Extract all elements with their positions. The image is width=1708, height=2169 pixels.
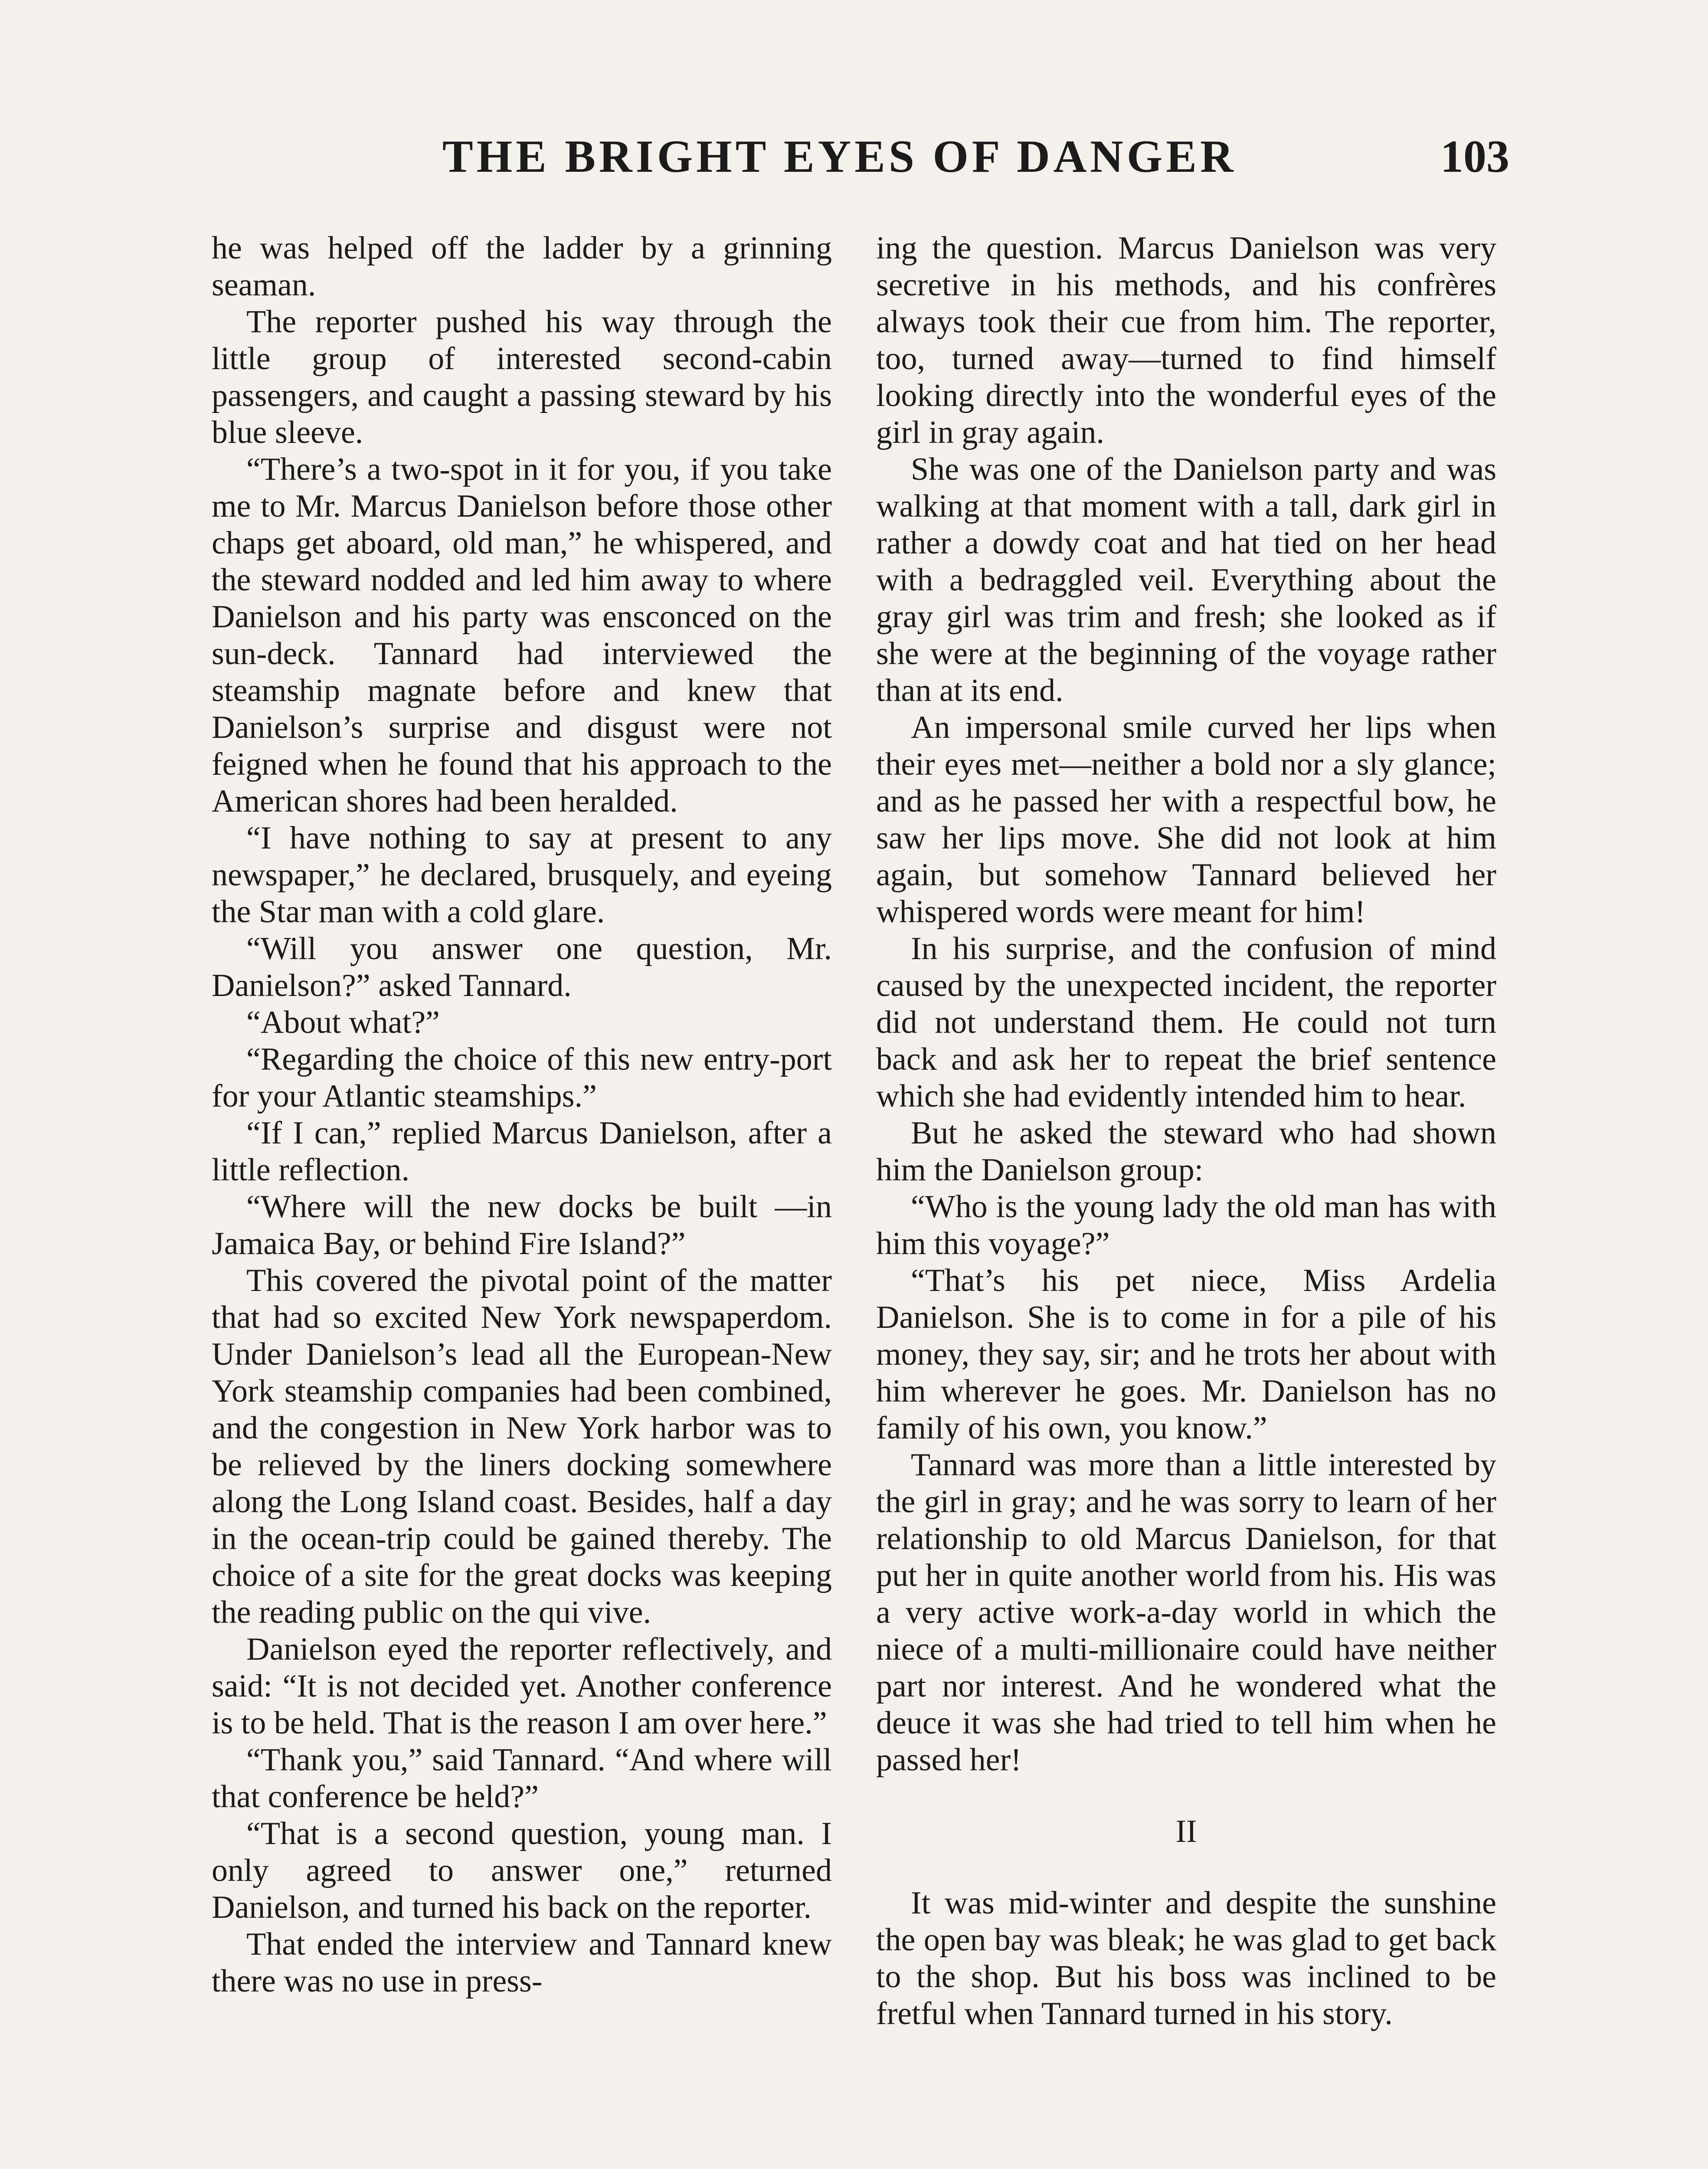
left-column [212,230,832,2000]
paragraph: ing the question. Marcus Danielson was very secretive in his methods, and his confrères always took their cue from him. The reporter, too, turned away—turned to find himself looking directly into the wonderful eyes of the girl in gray again. [876,230,1496,450]
paragraph: “There’s a two-spot in it for you, if you take me to Mr. Marcus Danielson before those other chaps get aboard, old man,” he whispered, and the steward nodded and led him away to where Danielson and his party was ensconced on the sun-deck. Tannard had interviewed the steamship magnate before and knew that Danielson’s surprise and disgust were not feigned when he found that his approach to the American shores had been heralded. [212,452,832,819]
paragraph: “About what?” [246,1005,440,1040]
paragraph: She was one of the Danielson party and was walking at that moment with a tall, dark girl in rather a dowdy coat and hat tied on her head with a bedraggled veil. Everything about the gray girl was trim and fresh; she looked as if she were at the beginning of the voyage rather than at its end. [876,452,1496,708]
right-column [876,230,1496,2032]
paragraph: An impersonal smile curved her lips when their eyes met—neither a bold nor a sly glance; and as he passed her with a respectful bow, he saw her lips move. She did not look at him again, but somehow Tannard believed her whispered words were meant for him! [876,710,1496,930]
paragraph: Danielson eyed the reporter reflectively, and said: “It is not decided yet. Another conference is to be held. That is the reason I am over here.” [212,1632,832,1741]
paragraph: But he asked the steward who had shown him the Danielson group: [876,1115,1496,1188]
running-head [208,130,1509,200]
paragraph: The reporter pushed his way through the little group of interested second-cabin passengers, and caught a passing steward by his blue sleeve. [212,304,832,450]
paragraph: That ended the interview and Tannard knew there was no use in press- [212,1927,832,1999]
paragraph: “Who is the young lady the old man has with him this voyage?” [876,1189,1496,1261]
paragraph: Tannard was more than a little interested by the girl in gray; and he was sorry to learn of her relationship to old Marcus Danielson, for that put her in quite another world from his. His was a very active work-a-day world in which the niece of a multi-millionaire could have neither part nor interest. And he wondered what the deuce it was she had tried to tell him when he passed her! [876,1447,1496,1778]
paragraph: “That’s his pet niece, Miss Ardelia Danielson. She is to come in for a pile of his money, they say, sir; and he trots her about with him wherever he goes. Mr. Danielson has no family of his own, you know.” [876,1263,1496,1446]
paragraph: “That is a second question, young man. I only agreed to answer one,” returned Danielson, and turned his back on the reporter. [212,1816,832,1925]
paragraph: “If I can,” replied Marcus Danielson, after a little reflection. [212,1115,832,1188]
paragraph: “Regarding the choice of this new entry-port for your Atlantic steamships.” [212,1042,832,1114]
page-number: 103 [1440,131,1509,182]
running-title: THE BRIGHT EYES OF DANGER [442,131,1237,182]
paragraph: “Will you answer one question, Mr. Danielson?” asked Tannard. [212,931,832,1003]
paragraph: he was helped off the ladder by a grinning seaman. [212,230,832,303]
paragraph: “I have nothing to say at present to any newspaper,” he declared, brusquely, and eyeing the Star man with a cold glare. [212,820,832,930]
paragraph: “Thank you,” said Tannard. “And where will that conference be held?” [212,1742,832,1815]
paragraph: This covered the pivotal point of the matter that had so excited New York newspaperdom. Under Danielson’s lead all the European-New York steamship companies had been combined, and the congestion in New York harbor was to be relieved by the liners docking somewhere along the Long Island coast. Besides, half a day in the ocean-trip could be gained thereby. The choice of a site for the great docks was keeping the reading public on the qui vive. [212,1263,832,1630]
paragraph: It was mid-winter and despite the sunshine the open bay was bleak; he was glad to get back to the shop. But his boss was inclined to be fretful when Tannard turned in his story. [876,1885,1496,2031]
paragraph: In his surprise, and the confusion of mind caused by the unexpected incident, the reporter did not understand them. He could not turn back and ask her to repeat the brief sentence which she had evidently intended him to hear. [876,931,1496,1114]
paragraph: “Where will the new docks be built —in Jamaica Bay, or behind Fire Island?” [212,1189,832,1261]
section-heading: II [1175,1814,1197,1849]
